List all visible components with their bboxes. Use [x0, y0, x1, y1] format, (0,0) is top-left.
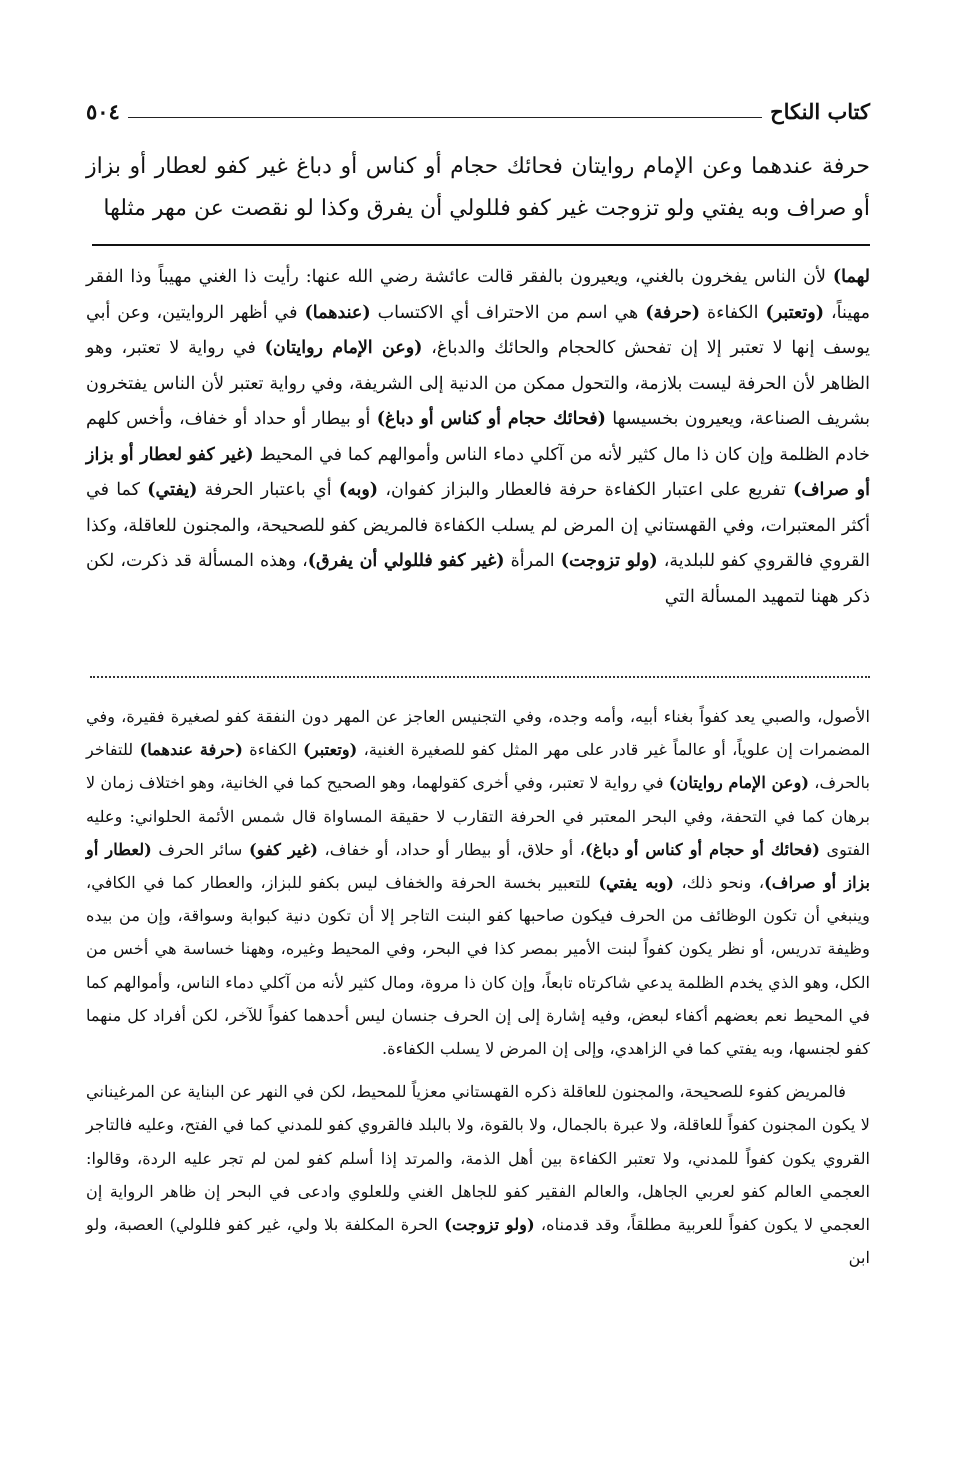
quoted-matn-phrase: (وبه يفتي) — [598, 873, 674, 893]
quoted-matn-phrase: (حرفة) — [645, 302, 701, 323]
commentary-text: للتفاخر بالحرف، — [86, 740, 870, 793]
commentary-text: أي باعتبار الحرفة — [197, 480, 339, 500]
quoted-matn-phrase: (يفتي) — [147, 480, 198, 500]
commentary-text: الحرة المكلفة بلا ولي، غير كفو فللولي) العصبة، ولو ابن — [86, 1215, 870, 1268]
quoted-matn-phrase: (غير كفو فللولي أن يفرق) — [307, 551, 505, 571]
commentary-text: في أظهر الروايتين، وعن أبي يوسف إنها لا تعتبر إلا إن تفحش كالحجام والحائك والدباغ، — [86, 302, 870, 358]
quoted-matn-phrase: (وتعتبر) — [303, 740, 358, 760]
hashiya-paragraph-2 — [86, 1075, 870, 1274]
header-rule — [128, 117, 762, 118]
hashiya-footnotes — [86, 700, 870, 1274]
matn-divider — [92, 244, 870, 246]
dotted-divider — [90, 676, 870, 678]
quoted-matn-phrase: (فحائك حجام أو كناس أو دباغ) — [376, 409, 606, 429]
quoted-matn-phrase: (غير كفو لعطار أو بزاز أو صراف) — [86, 444, 870, 500]
commentary-text: الكفاءة — [700, 302, 766, 323]
quoted-matn-phrase: (وتعتبر) — [765, 302, 825, 323]
quoted-matn-phrase: (وبه) — [338, 480, 379, 500]
commentary-text: في رواية لا تعتبر، وفي أخرى كقولهما، وهو الصحيح كما في الخانية، وهو اختلاف زمان لا برهان كما في التحفة، وفي البحر المعتبر في الحرفة التقارب لا حقيقة المساواة قال شمس الأئمة الحلواني: وعليه الفتوى — [86, 773, 870, 859]
quoted-matn-phrase: (لعطار أو بزاز أو صراف) — [86, 839, 870, 893]
quoted-matn-phrase: (فحائك أو حجام أو كناس أو دباغ) — [585, 839, 820, 859]
quoted-matn-phrase: (ولو تزوجت) — [444, 1215, 535, 1235]
commentary-text: هي اسم من الاحتراف أي الاكتساب — [370, 302, 646, 323]
commentary-text: الأصول، والصبي يعد كفواً بغناء أبيه، وأمه وجده، وفي التجنيس العاجز عن المهر دون النفقة كفو لصغيرة فقيرة، وفي المضمرات إن علوياً، أو عالماً غير قادر على مهر المثل كفو للصغيرة الغنية، — [86, 707, 870, 760]
commentary-text: في رواية لا تعتبر، وهو الظاهر لأن الحرفة ليست بلازمة، والتحول ممكن من الدنية إلى الشريفة، وفي رواية تعتبر لأن الناس يفتخرون بشريف الصناعة، ويعيرون بخسيسها — [86, 338, 870, 429]
commentary-text: سائر الحرف — [151, 839, 250, 859]
quoted-matn-phrase: (غير كفو) — [249, 839, 318, 859]
quoted-matn-phrase: (عندهما) — [304, 302, 371, 323]
page-header — [86, 90, 870, 124]
quoted-matn-phrase: لهما) — [832, 267, 870, 287]
commentary-text: كما في أكثر المعتبرات، وفي القهستاني إن المرض لم يسلب الكفاءة فالمريض كفو للصحيحة، والمجنون للعاقلة، وكذا القروي فالقروي كفو للبلدية، — [86, 480, 870, 571]
matn-text: حرفة عندهما وعن الإمام روايتان فحائك حجام أو كناس أو دباغ غير كفو لعطار أو بزاز أو صراف وبه يفتي ولو تزوجت غير كفو فللولي أن يفرق وكذا لو نقصت عن مهر مثلها — [86, 154, 870, 221]
commentary-text: ، وهذه المسألة قد ذكرت، لكن ذكر ههنا لتمهيد المسألة التي — [86, 551, 870, 607]
commentary-text: لأن الناس يفخرون بالغني، ويعيرون بالفقر قالت عائشة رضي الله عنها: رأيت ذا الغني مهيباً وذا الفقر مهيناً، — [86, 267, 870, 323]
commentary-text: فالمريض كفوء للصحيحة، والمجنون للعاقلة ذكره القهستاني معزياً للمحيط، لكن في النهر عن البناية عن المرغيناني لا يكون المجنون كفواً للعاقلة، ولا عبرة بالجمال، ولا بالقوة، ولا بالبلد فالقروي كفو للمدني كما في الفتح، وعليه فالتاجر القروي يكون كفواً للمدني، ولا تعتبر الكفاءة بين أهل الذمة، والمرتد إذا أسلم كفو لمن لم تجر عليه الردة، وقالوا: العجمي العالم كفو لعربي الجاهل، والعالم الفقير كفو للجاهل الغني وللعلوي وادعى في البحر إن ظاهر الرواية إن العجمي لا يكون كفواً للعربية مطلقاً، وقد قدمناه، — [86, 1082, 870, 1235]
hashiya-paragraph-1 — [86, 700, 870, 1065]
commentary-text: للتعبير بخسة الحرفة والخفاف ليس بكفو للبزاز، والعطار كما في الكافي، وينبغي أن تكون الوظائف من الحرف فيكون صاحبها كفو البنت التاجر إلا أن تكون دنية كبوابة وسواقة، وإن من بيده وظيفة تدريس، أو نظر يكون كفواً لبنت الأمير بمصر كذا في البحر، وفي المحيط وغيره، وههنا خساسة هي أخس من الكل، وهو الذي يخدم الظلمة يدعي شاكرتاه تابعاً، وإن كان ذا مروة، ومال كثير لأنه من آكلي دماء الناس، وأموالهم كما في المحيط نعم بعضهم أكفاء لبعض، وفيه إشارة إلى إن الحرف جنسان ليس أحدهما كفواً للآخر، لكن أفراد كل منهما كفو لجنسها، وبه يفتي كما في الزاهدي، وإلى إن المرض لا يسلب الكفاءة. — [86, 873, 870, 1059]
commentary-text: ، ونحو ذلك، — [673, 873, 765, 893]
running-title: كتاب النكاح — [770, 99, 870, 124]
quoted-matn-phrase: (ولو تزوجت) — [560, 551, 658, 571]
commentary-text: المرأة — [504, 551, 561, 571]
page-number: ٥٠٤ — [86, 99, 120, 124]
quoted-matn-phrase: (وعن الإمام روايتان) — [668, 773, 810, 793]
commentary-text: تفريع على اعتبار الكفاءة حرفة فالعطار والبزاز كفوان، — [378, 480, 794, 500]
commentary-text: ، أو حلاق، أو بيطار أو حداد، أو خفاف، — [317, 839, 585, 859]
quoted-matn-phrase: (وعن الإمام روايتان) — [264, 338, 423, 358]
quoted-matn-phrase: (حرفة عندهما) — [139, 740, 243, 760]
commentary-text: أو بيطار أو حداد أو خفاف، وأخس كلهم خادم الظلمة وإن كان ذا مال كثير لأنه من آكلي دماء الناس وأموالهم كما في المحيط — [86, 409, 870, 465]
sharh-commentary — [86, 260, 870, 615]
commentary-text: الكفاءة — [242, 740, 304, 760]
